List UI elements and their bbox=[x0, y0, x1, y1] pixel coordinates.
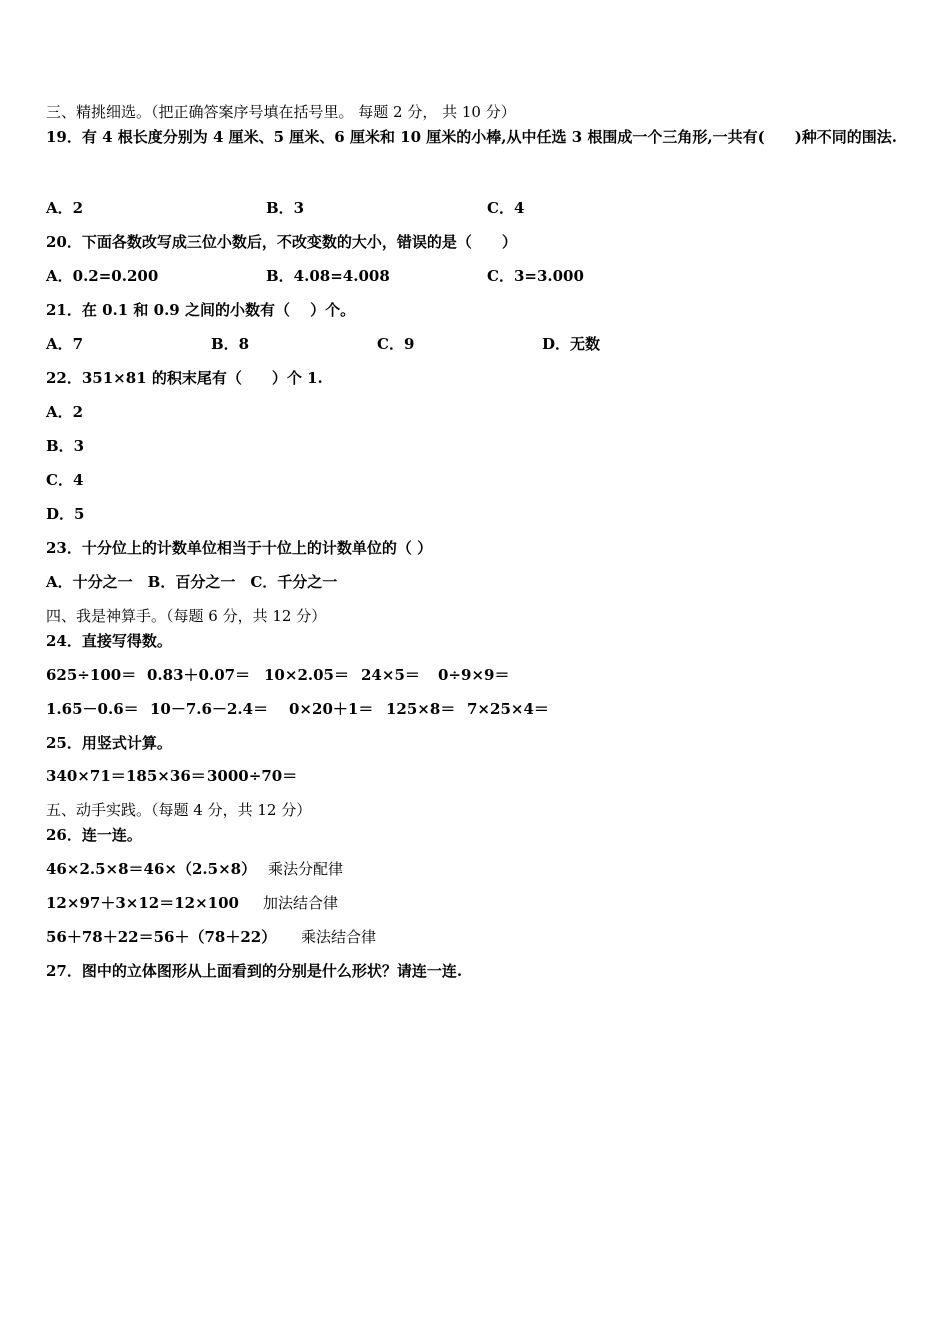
q26-expression: 12×97＋3×12＝12×100 bbox=[46, 894, 239, 912]
q25-item: 185×36＝ bbox=[126, 767, 206, 785]
question-25-text: 25．用竖式计算。 bbox=[46, 734, 172, 752]
q24-row1-item: 625÷100＝ bbox=[46, 666, 137, 684]
question-20-text: 20．下面各数改写成三位小数后，不改变数的大小，错误的是（ ） bbox=[46, 233, 517, 251]
q19-option-b: B．3 bbox=[266, 199, 305, 217]
q24-row1-item: 10×2.05＝ bbox=[264, 666, 349, 684]
q22-option-a: A．2 bbox=[46, 403, 84, 421]
question-26-text: 26．连一连。 bbox=[46, 826, 142, 844]
question-23-text: 23．十分位上的计数单位相当于十位上的计数单位的（ ） bbox=[46, 539, 433, 557]
q22-option-d: D．5 bbox=[46, 505, 85, 523]
q24-row2-item: 125×8＝ bbox=[386, 700, 456, 718]
q26-law: 乘法结合律 bbox=[301, 928, 377, 946]
q19-option-c: C．4 bbox=[487, 199, 525, 217]
question-27-text: 27．图中的立体图形从上面看到的分别是什么形状？请连一连. bbox=[46, 962, 463, 980]
question-22-text: 22．351×81 的积末尾有（ ）个 1. bbox=[46, 369, 323, 387]
q24-row2-item: 0×20＋1＝ bbox=[289, 700, 374, 718]
q22-option-c: C．4 bbox=[46, 471, 84, 489]
q21-option-a: A．7 bbox=[46, 335, 84, 353]
q24-row2-item: 10－7.6－2.4＝ bbox=[150, 700, 269, 718]
q21-option-b: B．8 bbox=[211, 335, 250, 353]
section-4-title: 四、我是神算手。（每题 6 分，共 12 分） bbox=[46, 607, 327, 625]
q19-option-a: A．2 bbox=[46, 199, 84, 217]
question-23-options: A．十分之一 B．百分之一 C．千分之一 bbox=[46, 573, 338, 591]
q25-item: 340×71＝ bbox=[46, 767, 126, 785]
q26-expression: 56＋78＋22＝56＋（78＋22） bbox=[46, 928, 277, 946]
q26-expression: 46×2.5×8＝46×（2.5×8） bbox=[46, 860, 257, 878]
q24-row2-item: 7×25×4＝ bbox=[467, 700, 549, 718]
q24-row2-item: 1.65－0.6＝ bbox=[46, 700, 139, 718]
q21-option-d: D．无数 bbox=[542, 335, 601, 353]
q21-option-c: C．9 bbox=[377, 335, 415, 353]
q24-row1-item: 24×5＝ bbox=[361, 666, 420, 684]
q24-row1-item: 0.83＋0.07＝ bbox=[147, 666, 251, 684]
section-3-title: 三、精挑细选。（把正确答案序号填在括号里。 每题 2 分， 共 10 分） bbox=[46, 103, 516, 121]
q26-law: 加法结合律 bbox=[263, 894, 339, 912]
q22-option-b: B．3 bbox=[46, 437, 85, 455]
q25-item: 3000÷70＝ bbox=[207, 767, 298, 785]
q20-option-c: C．3=3.000 bbox=[487, 267, 584, 285]
q26-law: 乘法分配律 bbox=[268, 860, 344, 878]
q20-option-a: A．0.2=0.200 bbox=[46, 267, 159, 285]
section-5-title: 五、动手实践。（每题 4 分，共 12 分） bbox=[46, 801, 312, 819]
q20-option-b: B．4.08=4.008 bbox=[266, 267, 390, 285]
question-19-text: 19．有 4 根长度分别为 4 厘米、5 厘米、6 厘米和 10 厘米的小棒,从中任选 3 根围成一个三角形,一共有( )种不同的围法. bbox=[46, 128, 898, 146]
question-21-text: 21．在 0.1 和 0.9 之间的小数有（ ）个。 bbox=[46, 301, 356, 319]
q24-row1-item: 0÷9×9＝ bbox=[438, 666, 510, 684]
question-24-text: 24．直接写得数。 bbox=[46, 632, 172, 650]
